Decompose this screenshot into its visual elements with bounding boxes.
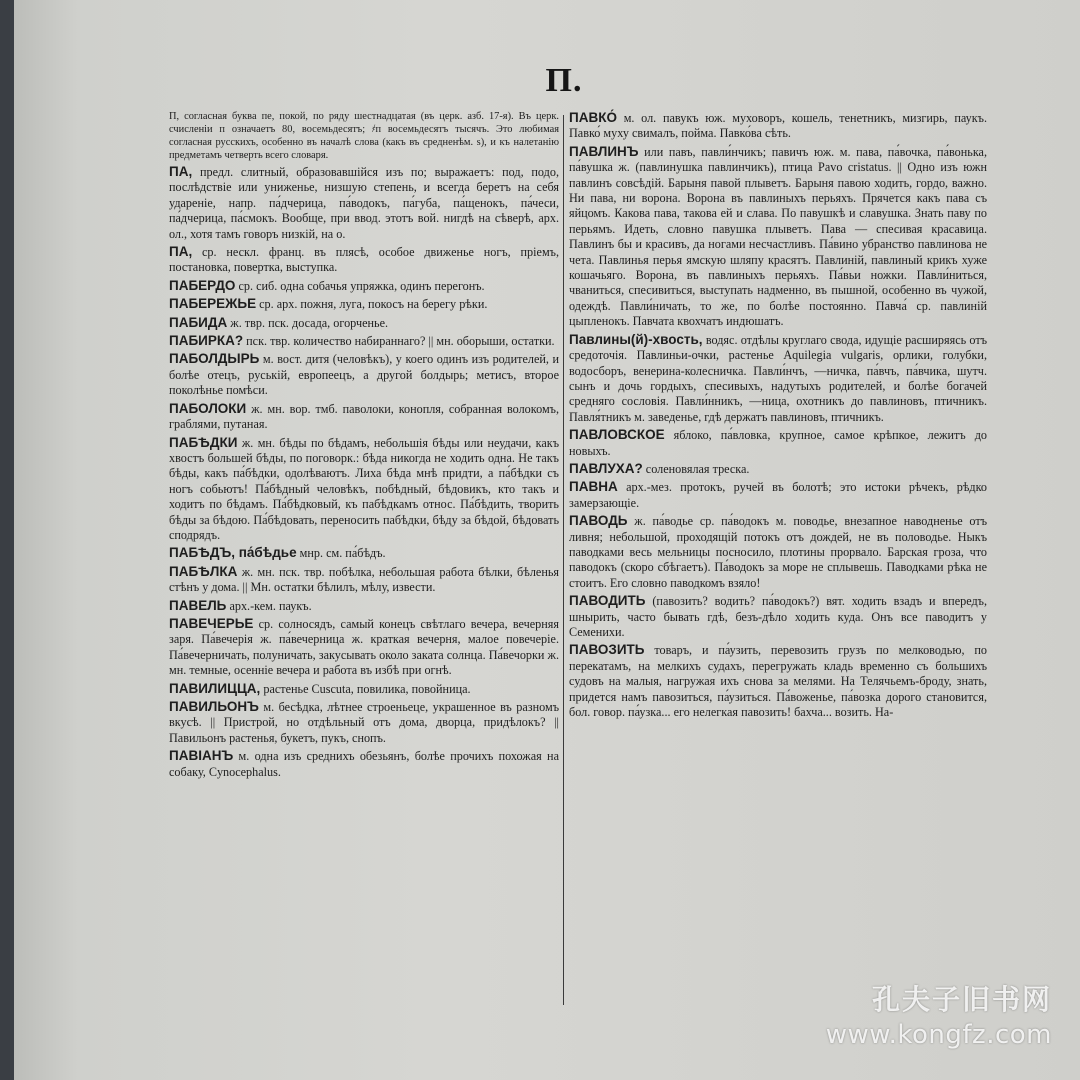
entry-headword: ПАВИЛИЦЦА, xyxy=(169,680,261,696)
column-divider xyxy=(563,115,564,1005)
dictionary-entry xyxy=(569,593,987,640)
entry-headword: ПА, xyxy=(169,244,193,260)
entry-definition: соленовялая треска. xyxy=(645,461,750,476)
entry-headword: ПАБОЛОКИ xyxy=(169,400,247,416)
entry-definition: или павъ, павли́нчикъ; павичъ юж. м. пава, па́вочка, па́вонька, па́вушка ж. (павлинушка павлинчикъ), птица Pavo cristatus. || Одно изъ южн павлинъ совсѣдій. Барыня павой плыветъ. Барыня павою ходить, гордо, важно. Ни пава, ни ворона. Ворона въ павлиныхъ перьяхъ. Прячется какъ пава съ яйцомъ. Какова пава, такова ей и слава. По павушкѣ и славушка. Знать паву по перьямъ. Идеть, словно павушка плыветъ. Пава — спесивая красавица. Павлинъ бы и красивъ, да ногами несчастливъ. Па́вино убранство павлинова не чета. Павлинья перья ямскую шляпу красятъ. Павлиній, павлиный крикъ хуже кошачьяго. Ворона, въ павлиныхъ перьяхъ. Па́вьи ножки. Павли́ниться, чваниться, спесивиться, выступать надменно, въ пышной, особенно въ чужой, одеждѣ. Павли́ничать, то же, по болѣе постоянно. Павча́ ср. павлиній цыпленокъ. Павчата квохчатъ индюшатъ. xyxy=(569,144,988,329)
dictionary-entry xyxy=(169,164,559,242)
dictionary-entry xyxy=(169,616,559,679)
entry-definition: ж. па́водье ср. па́водокъ м. поводье, внезапное наводненье отъ ливня; небольшой, проходящій потокъ отъ дождей, не въ половодье. Ныкъ паводками весь мельницы посносило, плотины прорвало. Барская гроза, что паводокъ (скоро сбѣгаетъ). Па́водокъ за море не сплывешь. Паводками рѣка не стоитъ. Его словно паводкомъ взяло! xyxy=(569,514,987,590)
entry-headword: ПАВНА xyxy=(569,479,618,495)
entry-definition: водяс. отдѣлы круглаго свода, идущіе расширяясь отъ средоточія. Павлиньи-очки, растенье Aquilegia vulgaris, орлики, голубки, водосборъ, венерина-колесничка. Павли́нчъ, —ничка, па́вчъ, па́вчика, шутч. сынъ и дочь гордыхъ, спесивыхъ, надутыхъ родителей, и болѣе богачей средняго сословія. Павли́нникъ, —ница, охотникъ до павлиновъ, птичникъ. Павля́тникъ м. заведенье, гдѣ держатъ павлиновъ, птичникъ. xyxy=(569,332,987,424)
entry-definition: яблоко, па́вловка, крупное, самое крѣпкое, лежитъ до новыхъ. xyxy=(569,428,987,458)
entry-headword: ПАВЛОВСКОЕ xyxy=(569,427,665,443)
entry-headword: ПАБЕРЕЖЬЕ xyxy=(169,296,257,312)
entry-definition: (павозить? водить? па́водокъ?) вят. ходить взадъ и впередъ, шнырить, часто бывать гдѣ, безъ-дѣло ходить куда. Онъ все паводитъ у Семенихи. xyxy=(569,594,987,639)
dictionary-entry xyxy=(569,479,987,511)
entry-definition: ж. мн. пск. твр. побѣлка, небольшая работа бѣлки, бѣленья стѣнъ у дома. || Мн. остатки бѣлилъ, мѣлу, извести. xyxy=(169,564,560,595)
dictionary-entry xyxy=(569,513,987,591)
entry-headword: ПАВЛУХА? xyxy=(569,460,643,476)
entry-headword: ПАБИДА xyxy=(169,314,228,330)
dictionary-entry xyxy=(569,461,987,477)
entry-definition: ж. мн. вор. тмб. паволоки, конопля, собранная волокомъ, граблями, путаная. xyxy=(169,401,560,432)
entry-headword: ПАВОДИТЬ xyxy=(569,593,646,609)
entry-definition: м. ол. павукъ юж. муховоръ, кошель, тенетникъ, мизгирь, паукъ. Павко́ муху свималъ, пойма. Павко́ва сѣть. xyxy=(569,111,988,141)
entry-headword: ПАБѢДКИ xyxy=(169,434,238,450)
dictionary-entry xyxy=(169,699,559,746)
dictionary-entry xyxy=(169,748,559,780)
watermark xyxy=(826,978,1052,1050)
watermark-url: www.kongfz.com xyxy=(825,1020,1052,1050)
entry-headword: ПАВИЛЬОНЪ xyxy=(169,699,259,714)
entry-definition: ср. арх. пожня, луга, покосъ на берегу рѣки. xyxy=(259,297,488,312)
entry-definition: предл. слитный, образовавшійся изъ по; выражаетъ: под, подо, послѣдствіе или униженье, низшую степень, и всегда беретъ на себя удареніе, напр. па́дчерица, па́водокъ, па́губа, па́щенокъ, па́чеси, па́дчерица, па́смокъ. Вообще, при ввод. этотъ вой. нигдѣ на сѣверѣ, арх. ол., хотя тамъ говоръ низкій, на о. xyxy=(169,165,560,241)
entry-definition: арх.-мез. протокъ, ручей въ болотѣ; это истоки рѣчекъ, рѣдко замерзающіе. xyxy=(569,480,988,510)
entry-headword: ПАБИРКА? xyxy=(169,333,244,349)
dictionary-entry xyxy=(169,333,559,349)
entry-headword: ПАБѢЛКА xyxy=(169,563,238,579)
entry-definition: ср. нескл. франц. въ плясѣ, особое движенье ногъ, пріемъ, постановка, повертка, выступка. xyxy=(169,245,560,275)
entry-headword: ПАБЕРДО xyxy=(169,277,236,293)
entry-headword: ПАБОЛДЫРЬ xyxy=(169,351,260,367)
entry-definition: ж. мн. бѣды по бѣдамъ, небольшія бѣды или неудачи, какъ хвостъ большей бѣды, по поговорк.: бѣда никогда не ходить одна. Не такъ бѣды, какъ па́бѣдки, одолѣваютъ. Лиха бѣда мнѣ придти, а па́бѣдки съ ногъ собьютъ! Па́бѣдный человѣкъ, побѣдный, бѣдовикъ, кто такъ и ходитъ по бѣдамъ. Па́бѣдковый, къ пабѣдкамъ относ. Па́бѣдить, творить бѣды за бѣдою. Па́бѣдовать, переносить пабѣдки, бѣду за бѣдой, бѣдовать сподрядъ. xyxy=(169,435,560,542)
watermark-logo: 孔夫子旧书网 xyxy=(871,983,1052,1016)
entry-headword: ПАВІАНЪ xyxy=(169,748,234,764)
dictionary-entry xyxy=(569,144,987,330)
dictionary-entry xyxy=(169,564,559,596)
entry-headword: Павлины(й)-хвость, xyxy=(569,331,703,347)
dictionary-entry xyxy=(569,427,987,459)
dictionary-entry xyxy=(169,296,559,312)
dictionary-entry xyxy=(169,401,559,433)
entry-definition: арх.-кем. паукъ. xyxy=(229,598,312,613)
right-column xyxy=(569,110,987,1080)
entry-definition: м. вост. дитя (человѣкъ), у коего одинъ изъ родителей, и болѣе отецъ, руській, европеецъ, а другой болдырь; метисъ, второе поколѣнье помѣси. xyxy=(169,352,560,398)
background-edge xyxy=(0,0,14,1080)
dictionary-entry xyxy=(169,278,559,294)
dictionary-entry xyxy=(169,598,559,614)
dictionary-entry xyxy=(169,244,559,276)
entry-definition: растенье Cuscuta, повилика, повойница. xyxy=(263,681,471,696)
entry-headword: ПАВЕЛЬ xyxy=(169,597,227,613)
dictionary-entry xyxy=(169,110,559,162)
entry-headword: ПАВОЗИТЬ xyxy=(569,642,645,658)
entry-definition: мнр. см. па́бѣдъ. xyxy=(299,546,386,561)
entry-definition: м. бесѣдка, лѣтнее строеньеце, украшенное въ разномъ вкусѣ. || Пристрой, но отдѣльный отъ дома, дворца, придѣлокъ? || Павильонъ растенья, букетъ, пукъ, снопъ. xyxy=(169,700,560,745)
entry-headword: ПАВОДЬ xyxy=(569,513,628,529)
dictionary-entry xyxy=(169,351,559,398)
dictionary-page xyxy=(14,0,1080,1080)
entry-headword: ПАВЛИНЪ xyxy=(569,143,639,159)
entry-headword: ПАВЕЧЕРЬЕ xyxy=(169,615,254,631)
entry-definition: пск. твр. количество набираннаго? || мн. оборыши, остатки. xyxy=(246,334,555,349)
entry-definition: П, согласная буква пе, покой, по ряду шестнадцатая (въ церк. азб. 17-я). Въ церк. счисленiи п означаетъ 80, восемьдесятъ; ҂п восемьдесятъ тысячъ. Это любимая согласная русскихъ, особенно въ началѣ слова (какъ въ средненѣм. s), и къ налетанію предметамъ четверть всего словаря. xyxy=(169,111,559,161)
dictionary-entry xyxy=(169,681,559,697)
entry-definition: ж. твр. пск. досада, огорченье. xyxy=(230,315,389,330)
entry-headword: ПАВКО́ xyxy=(569,110,617,125)
entry-definition: м. одна изъ среднихъ обезьянъ, болѣе прочихъ похожая на собаку, Cynocephalus. xyxy=(169,749,559,779)
entry-definition: ср. сиб. одна собачья упряжка, одинъ перегонъ. xyxy=(238,278,485,293)
dictionary-entry xyxy=(569,332,987,425)
page-header: П. xyxy=(545,62,583,99)
dictionary-entry xyxy=(169,315,559,331)
left-column xyxy=(169,110,559,1080)
entry-headword: ПА, xyxy=(169,164,193,179)
dictionary-entry xyxy=(569,110,987,142)
entry-headword: ПАБѢДЪ, па́бѣдье xyxy=(169,545,297,561)
entry-definition: товаръ, и па́узить, перевозить грузъ по мелководью, по перекатамъ, на мелкихъ судахъ, перегружать кладь временно съ большихъ судовъ на малыя, нагружая ихъ снова за мелями. На Телячьемъ-броду, знать, придется намъ павозиться, па́узиться. Па́воженье, па́возка дорого становится, бол. говор. па́узка... его нелегкая павозить! бахча... возить. На- xyxy=(569,643,987,720)
dictionary-entry xyxy=(169,545,559,561)
dictionary-entry xyxy=(569,642,987,720)
dictionary-entry xyxy=(169,435,559,544)
entry-definition: ср. солносядъ, самый конецъ свѣтлаго вечера, вечерняя заря. Па́вечерія ж. па́вечерница ж. краткая вечерня, малое повечеріе. Па́вечерничать, полуничать, закусывать около заката солнца. Па́вечорки ж. мн. темные, осенніе вечера и работа въ избѣ при огнѣ. xyxy=(169,616,560,678)
